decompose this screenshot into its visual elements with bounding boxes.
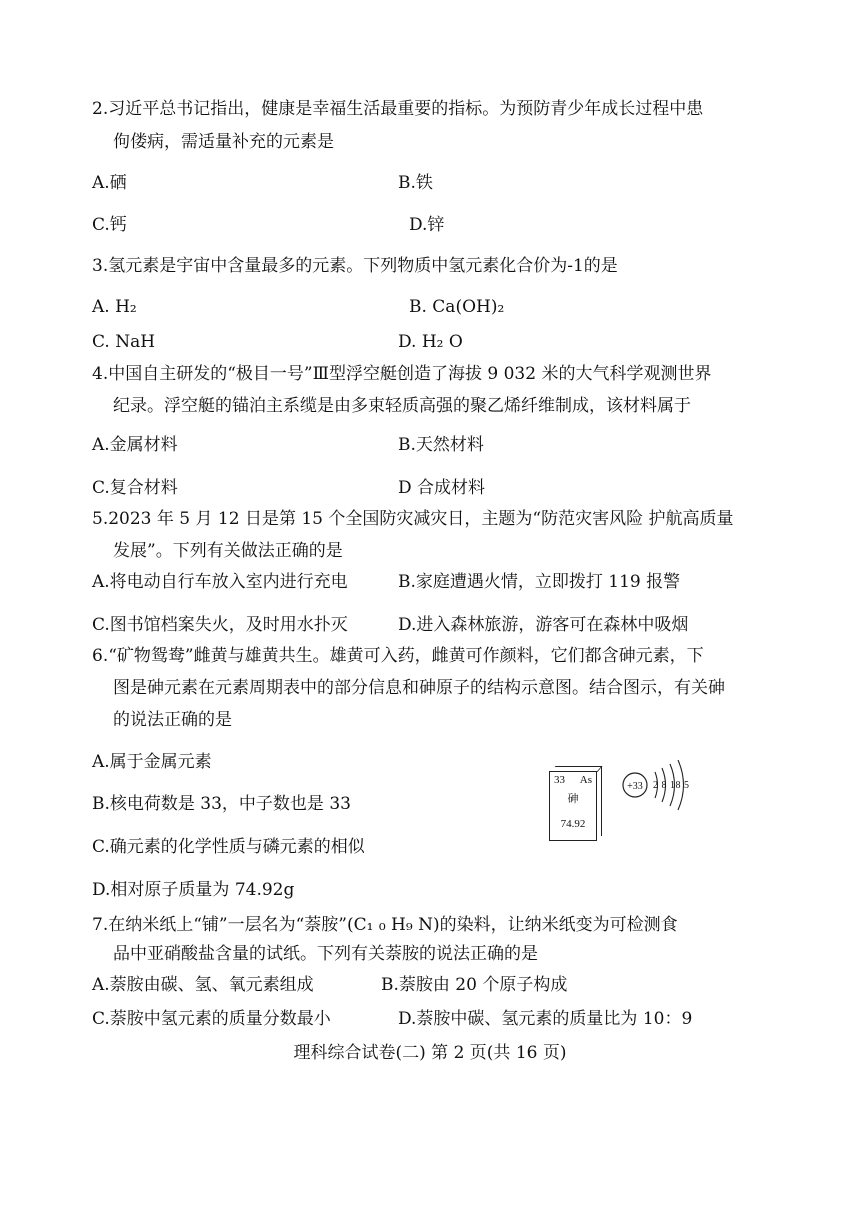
q3-option-c: C. NaH xyxy=(92,332,156,352)
q2-option-a: A.硒 xyxy=(92,173,127,193)
q5-option-c: C.图书馆档案失火，及时用水扑灭 xyxy=(92,615,348,635)
q6-option-d: D.相对原子质量为 74.92g xyxy=(92,880,295,900)
q7-option-a: A.萘胺由碳、氢、氧元素组成 xyxy=(92,975,314,995)
q4-option-a: A.金属材料 xyxy=(92,435,178,455)
q4-stem-line1: 4.中国自主研发的“极目一号”Ⅲ型浮空艇创造了海拔 9 032 米的大气科学观测世界 xyxy=(92,364,712,384)
arsenic-atom-structure-diagram xyxy=(619,760,699,820)
q5-stem-line2: 发展”。下列有关做法正确的是 xyxy=(113,541,343,561)
q6-stem-line3: 的说法正确的是 xyxy=(113,710,232,730)
q5-option-a: A.将电动自行车放入室内进行充电 xyxy=(92,572,348,592)
q2-option-b: B.铁 xyxy=(398,173,433,193)
q7-option-d: D.萘胺中碳、氢元素的质量比为 10：9 xyxy=(398,1009,693,1029)
atomic-mass: 74.92 xyxy=(560,818,586,830)
q4-option-c: C.复合材料 xyxy=(92,478,178,498)
q2-stem-line2: 佝偻病，需适量补充的元素是 xyxy=(113,132,334,152)
arsenic-element-cell xyxy=(549,771,597,841)
q4-option-b: B.天然材料 xyxy=(398,435,484,455)
q5-stem-line1: 5.2023 年 5 月 12 日是第 15 个全国防灾减灾日，主题为“防范灾害风险 护航高质量 xyxy=(92,509,734,529)
q5-option-d: D.进入森林旅游，游客可在森林中吸烟 xyxy=(398,615,689,635)
page-footer: 理科综合试卷(二) 第 2 页(共 16 页) xyxy=(293,1043,567,1063)
q7-option-b: B.萘胺由 20 个原子构成 xyxy=(381,975,568,995)
electron-counts: 2 8 18 5 xyxy=(653,780,690,791)
q7-option-c: C.萘胺中氢元素的质量分数最小 xyxy=(92,1009,331,1029)
q6-option-c: C.确元素的化学性质与磷元素的相似 xyxy=(92,837,365,857)
q4-stem-line2: 纪录。浮空艇的锚泊主系缆是由多束轻质高强的聚乙烯纤维制成，该材料属于 xyxy=(113,396,691,416)
q6-option-b: B.核电荷数是 33，中子数也是 33 xyxy=(92,794,351,814)
nucleus-charge: +33 xyxy=(627,781,643,792)
element-name: 砷 xyxy=(567,792,579,805)
q3-option-d: D. H₂ O xyxy=(398,332,463,352)
q5-option-b: B.家庭遭遇火情，立即拨打 119 报警 xyxy=(398,572,681,592)
q7-stem-line1: 7.在纳米纸上“铺”一层名为“萘胺”(C₁ ₀ H₉ N)的染料，让纳米纸变为可检测食 xyxy=(92,915,678,935)
q2-option-d: D.锌 xyxy=(409,215,445,235)
element-symbol: As xyxy=(579,774,592,786)
q2-option-c: C.钙 xyxy=(92,215,127,235)
q7-stem-line2: 品中亚硝酸盐含量的试纸。下列有关萘胺的说法正确的是 xyxy=(113,944,538,964)
q4-option-d: D 合成材料 xyxy=(398,478,486,498)
q3-option-a: A. H₂ xyxy=(92,297,137,317)
q6-stem-line1: 6.“矿物鸳鸯”雌黄与雄黄共生。雄黄可入药，雌黄可作颜料，它们都含砷元素，下 xyxy=(92,646,704,666)
atomic-number: 33 xyxy=(554,774,565,786)
q3-stem-line1: 3.氢元素是宇宙中含量最多的元素。下列物质中氢元素化合价为-1的是 xyxy=(92,256,618,276)
q3-option-b: B. Ca(OH)₂ xyxy=(409,297,505,317)
q6-stem-line2: 图是砷元素在元素周期表中的部分信息和砷原子的结构示意图。结合图示，有关砷 xyxy=(113,678,725,698)
q6-option-a: A.属于金属元素 xyxy=(92,752,212,772)
q2-stem-line1: 2.习近平总书记指出，健康是幸福生活最重要的指标。为预防青少年成长过程中患 xyxy=(92,99,704,119)
